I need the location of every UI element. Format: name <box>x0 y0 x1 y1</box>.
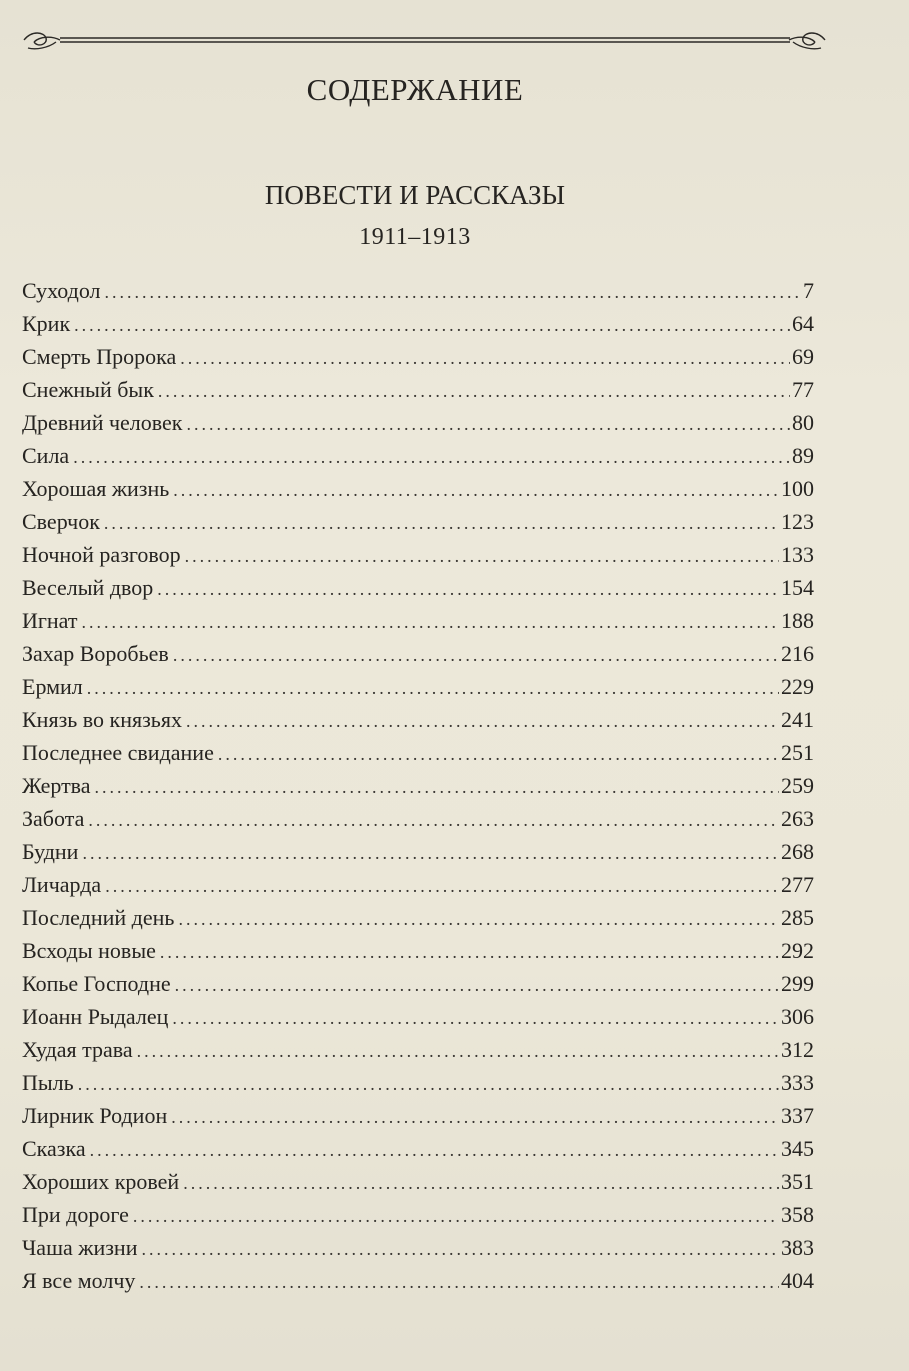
toc-entry-page: 216 <box>781 641 814 666</box>
toc-entry-title: Захар Воробьев <box>22 641 169 666</box>
toc-leader-dots <box>186 705 779 738</box>
toc-entry <box>22 439 814 472</box>
toc-entry-title: При дороге <box>22 1202 129 1227</box>
toc-entry-page: 100 <box>781 476 814 501</box>
toc-entry-title: Иоанн Рыдалец <box>22 1004 169 1029</box>
toc-entry-title: Древний человек <box>22 410 183 435</box>
table-of-contents <box>22 274 814 1297</box>
section-heading: ПОВЕСТИ И РАССКАЗЫ <box>264 180 566 210</box>
toc-entry-page: 80 <box>792 410 814 435</box>
toc-leader-dots <box>88 804 779 837</box>
toc-entry-title: Пыль <box>22 1070 74 1095</box>
toc-entry <box>22 472 814 505</box>
toc-leader-dots <box>180 342 790 375</box>
toc-leader-dots <box>160 936 779 969</box>
toc-entry-page: 229 <box>781 674 814 699</box>
toc-leader-dots <box>104 507 779 540</box>
toc-leader-dots <box>139 1266 779 1299</box>
toc-entry-title: Лирник Родион <box>22 1103 168 1128</box>
toc-entry-page: 7 <box>803 278 814 303</box>
toc-entry-title: Жертва <box>22 773 91 798</box>
section-years: 1911–1913 <box>359 224 471 250</box>
toc-entry <box>22 835 814 868</box>
toc-entry-title: Личарда <box>22 872 102 897</box>
toc-entry <box>22 274 814 307</box>
toc-entry <box>22 1165 814 1198</box>
toc-leader-dots <box>105 870 779 903</box>
toc-entry-page: 383 <box>781 1235 814 1260</box>
toc-entry <box>22 670 814 703</box>
toc-entry <box>22 736 814 769</box>
toc-entry-page: 69 <box>792 344 814 369</box>
toc-entry-page: 188 <box>781 608 814 633</box>
toc-entry-title: Смерть Пророка <box>22 344 177 369</box>
toc-leader-dots <box>90 1134 779 1167</box>
toc-entry-page: 404 <box>781 1268 814 1293</box>
toc-entry-page: 312 <box>781 1037 814 1062</box>
toc-entry-title: Крик <box>22 311 71 336</box>
toc-entry-title: Хорошая жизнь <box>22 476 170 501</box>
toc-leader-dots <box>157 573 779 606</box>
toc-entry <box>22 571 814 604</box>
toc-leader-dots <box>178 903 779 936</box>
toc-entry-title: Последний день <box>22 905 175 930</box>
toc-entry-page: 123 <box>781 509 814 534</box>
toc-entry-page: 337 <box>781 1103 814 1128</box>
toc-entry-page: 89 <box>792 443 814 468</box>
toc-leader-dots <box>141 1233 779 1266</box>
toc-entry <box>22 1066 814 1099</box>
toc-leader-dots <box>105 276 801 309</box>
toc-entry-page: 285 <box>781 905 814 930</box>
toc-entry-title: Сила <box>22 443 70 468</box>
toc-leader-dots <box>73 441 790 474</box>
toc-leader-dots <box>158 375 790 408</box>
toc-leader-dots <box>87 672 779 705</box>
toc-entry-title: Последнее свидание <box>22 740 214 765</box>
toc-entry-page: 268 <box>781 839 814 864</box>
toc-entry-page: 277 <box>781 872 814 897</box>
toc-entry <box>22 769 814 802</box>
toc-leader-dots <box>82 606 780 639</box>
toc-entry-page: 259 <box>781 773 814 798</box>
toc-entry-title: Всходы новые <box>22 938 156 963</box>
toc-leader-dots <box>185 540 779 573</box>
toc-leader-dots <box>78 1068 779 1101</box>
toc-entry-title: Игнат <box>22 608 78 633</box>
toc-entry <box>22 934 814 967</box>
toc-entry-title: Ночной разговор <box>22 542 181 567</box>
toc-entry-page: 306 <box>781 1004 814 1029</box>
toc-entry-title: Худая трава <box>22 1037 133 1062</box>
toc-entry <box>22 307 814 340</box>
toc-entry-page: 292 <box>781 938 814 963</box>
toc-leader-dots <box>133 1200 779 1233</box>
toc-entry-page: 64 <box>792 311 814 336</box>
toc-leader-dots <box>175 969 779 1002</box>
toc-entry-title: Снежный бык <box>22 377 154 402</box>
toc-entry <box>22 967 814 1000</box>
toc-entry-title: Хороших кровей <box>22 1169 180 1194</box>
toc-entry-page: 154 <box>781 575 814 600</box>
toc-leader-dots <box>183 1167 779 1200</box>
toc-entry-title: Суходол <box>22 278 101 303</box>
toc-entry-title: Забота <box>22 806 85 831</box>
toc-leader-dots <box>173 639 779 672</box>
toc-entry <box>22 1000 814 1033</box>
toc-entry-page: 299 <box>781 971 814 996</box>
ornamental-rule <box>22 28 827 54</box>
toc-leader-dots <box>173 474 779 507</box>
toc-entry <box>22 1264 814 1297</box>
toc-entry <box>22 373 814 406</box>
toc-entry-title: Чаша жизни <box>22 1235 138 1260</box>
toc-entry-page: 358 <box>781 1202 814 1227</box>
toc-entry <box>22 901 814 934</box>
toc-entry-title: Сверчок <box>22 509 100 534</box>
toc-entry-page: 263 <box>781 806 814 831</box>
toc-entry <box>22 340 814 373</box>
toc-entry <box>22 802 814 835</box>
toc-leader-dots <box>218 738 779 771</box>
toc-leader-dots <box>171 1101 779 1134</box>
toc-entry-page: 351 <box>781 1169 814 1194</box>
toc-entry <box>22 505 814 538</box>
toc-entry <box>22 1099 814 1132</box>
toc-entry <box>22 1231 814 1264</box>
toc-entry <box>22 604 814 637</box>
toc-entry-title: Копье Господне <box>22 971 171 996</box>
toc-leader-dots <box>82 837 779 870</box>
toc-leader-dots <box>95 771 779 804</box>
toc-entry-title: Ермил <box>22 674 83 699</box>
toc-entry <box>22 1198 814 1231</box>
toc-entry-page: 133 <box>781 542 814 567</box>
page-title: СОДЕРЖАНИЕ <box>306 72 524 107</box>
toc-entry <box>22 703 814 736</box>
toc-entry-page: 241 <box>781 707 814 732</box>
toc-entry-title: Веселый двор <box>22 575 154 600</box>
toc-entry-title: Князь во князьях <box>22 707 182 732</box>
toc-entry <box>22 868 814 901</box>
toc-entry-title: Сказка <box>22 1136 86 1161</box>
toc-entry <box>22 538 814 571</box>
toc-entry-page: 333 <box>781 1070 814 1095</box>
toc-entry-page: 77 <box>792 377 814 402</box>
toc-entry-page: 345 <box>781 1136 814 1161</box>
toc-entry <box>22 1033 814 1066</box>
toc-entry-title: Будни <box>22 839 79 864</box>
toc-entry <box>22 637 814 670</box>
toc-entry-page: 251 <box>781 740 814 765</box>
toc-leader-dots <box>187 408 791 441</box>
toc-leader-dots <box>172 1002 779 1035</box>
toc-entry-title: Я все молчу <box>22 1268 136 1293</box>
toc-entry <box>22 1132 814 1165</box>
toc-entry <box>22 406 814 439</box>
toc-leader-dots <box>137 1035 779 1068</box>
toc-leader-dots <box>74 309 790 342</box>
